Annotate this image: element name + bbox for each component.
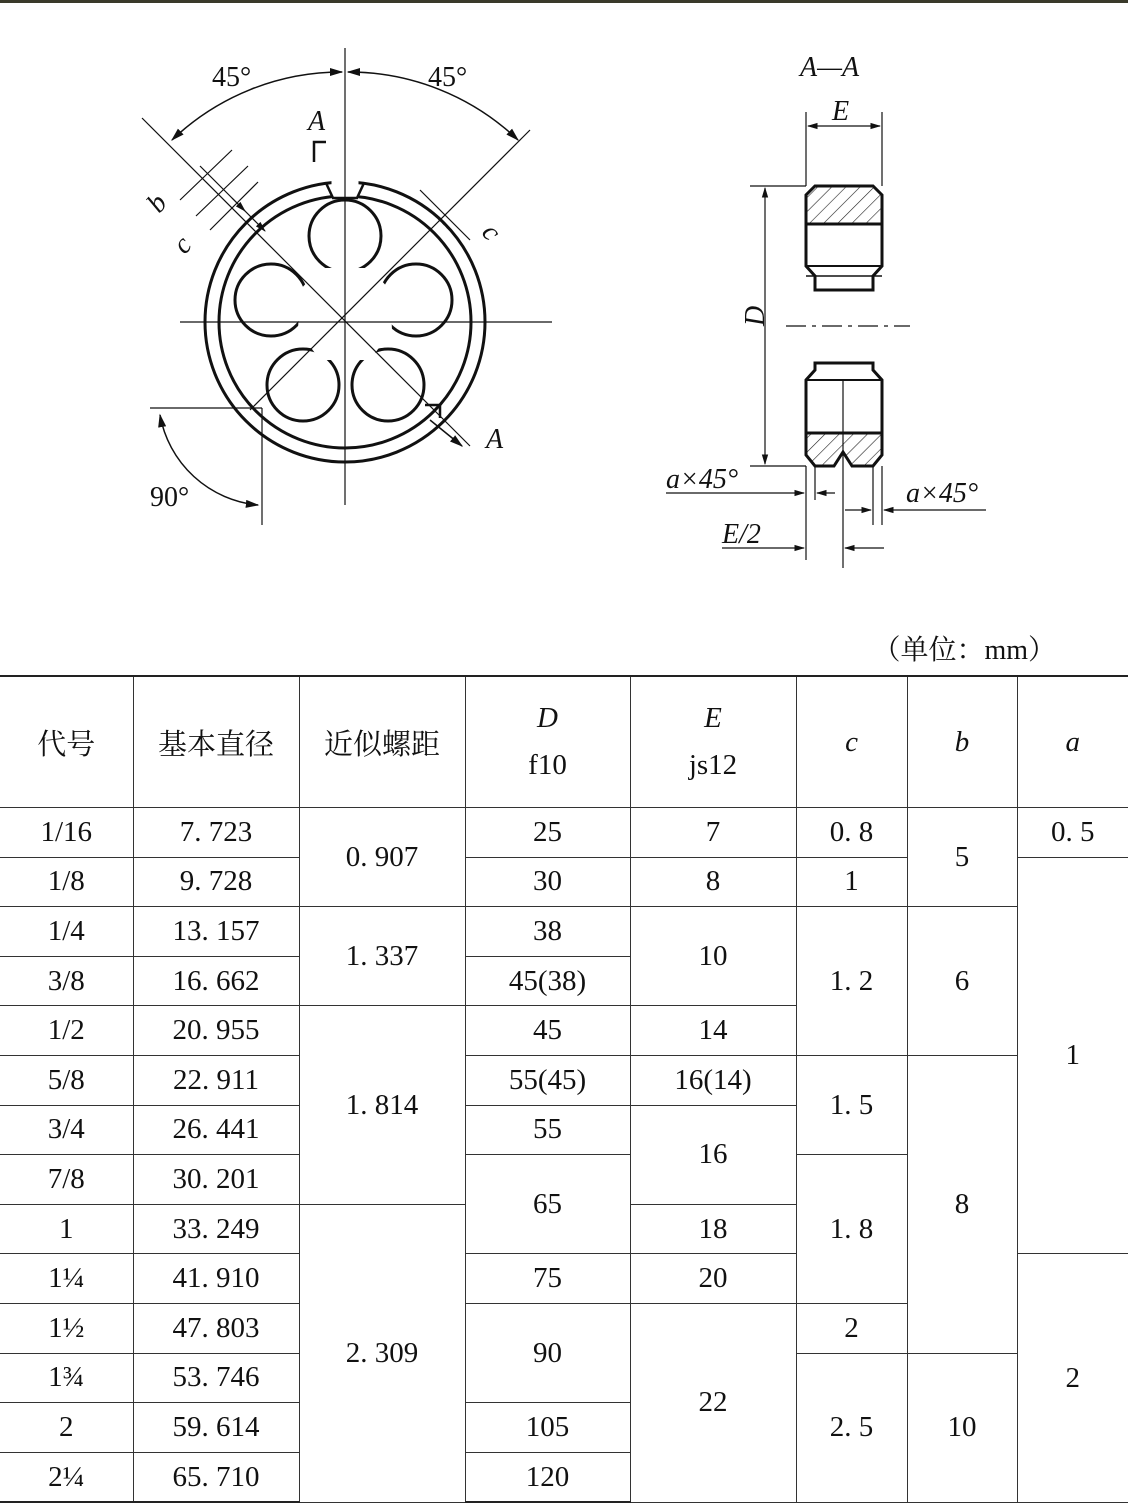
cell-E: 8	[630, 857, 796, 907]
section-title: A—A	[800, 52, 860, 83]
cell-code: 1¾	[0, 1353, 133, 1403]
header-D: D f10	[465, 676, 630, 808]
table-row	[0, 1055, 1128, 1105]
chamfer-label-left: a×45°	[666, 464, 739, 495]
chamfer-label-right: a×45°	[906, 478, 979, 509]
cell-D: 120	[465, 1452, 630, 1502]
angle-label-bottom: 90°	[150, 482, 190, 513]
dim-label-c-right: c	[475, 217, 508, 248]
cell-b: 10	[907, 1353, 1017, 1502]
dim-label-E: E	[832, 96, 850, 127]
cell-code: 1¼	[0, 1254, 133, 1304]
cell-diameter: 53. 746	[133, 1353, 299, 1403]
cell-code: 1/2	[0, 1006, 133, 1056]
die-spec-table	[0, 675, 1128, 1503]
cell-diameter: 9. 728	[133, 857, 299, 907]
cell-code: 1/8	[0, 857, 133, 907]
cell-E: 16	[630, 1105, 796, 1204]
cell-diameter: 16. 662	[133, 956, 299, 1006]
cell-c: 1. 8	[796, 1155, 907, 1304]
cell-code: 3/4	[0, 1105, 133, 1155]
header-code: 代号	[0, 676, 133, 808]
cell-D: 45(38)	[465, 956, 630, 1006]
cell-diameter: 59. 614	[133, 1403, 299, 1453]
cell-c: 2. 5	[796, 1353, 907, 1502]
cell-D: 45	[465, 1006, 630, 1056]
section-mark-bottom: A	[486, 424, 504, 455]
cell-diameter: 20. 955	[133, 1006, 299, 1056]
cell-D: 25	[465, 808, 630, 858]
cell-diameter: 33. 249	[133, 1204, 299, 1254]
cell-code: 1/16	[0, 808, 133, 858]
cell-code: 1½	[0, 1303, 133, 1353]
cell-D: 90	[465, 1303, 630, 1402]
header-row	[0, 676, 1128, 808]
cell-pitch: 1. 337	[299, 907, 465, 1006]
cell-c: 1	[796, 857, 907, 907]
cell-diameter: 41. 910	[133, 1254, 299, 1304]
cell-b: 5	[907, 808, 1017, 907]
cell-diameter: 30. 201	[133, 1155, 299, 1205]
cell-pitch: 1. 814	[299, 1006, 465, 1204]
cell-c: 0. 8	[796, 808, 907, 858]
technical-drawing	[0, 0, 1128, 600]
dim-label-E-half: E/2	[722, 519, 761, 550]
header-b: b	[907, 676, 1017, 808]
cell-code: 2	[0, 1403, 133, 1453]
table-row	[0, 907, 1128, 957]
cell-diameter: 47. 803	[133, 1303, 299, 1353]
dim-label-c-left: c	[166, 230, 199, 260]
cell-D: 65	[465, 1155, 630, 1254]
cell-a: 2	[1017, 1254, 1128, 1502]
header-c: c	[796, 676, 907, 808]
cell-E: 22	[630, 1303, 796, 1502]
cell-code: 5/8	[0, 1055, 133, 1105]
angle-label-left: 45°	[212, 62, 252, 93]
section-mark-top: A	[308, 106, 326, 137]
cell-code: 1	[0, 1204, 133, 1254]
cell-diameter: 13. 157	[133, 907, 299, 957]
cell-pitch: 2. 309	[299, 1204, 465, 1502]
cell-diameter: 7. 723	[133, 808, 299, 858]
unit-note: （单位：mm）	[872, 635, 1056, 666]
cell-E: 20	[630, 1254, 796, 1304]
cell-E: 18	[630, 1204, 796, 1254]
header-approx-pitch: 近似螺距	[299, 676, 465, 808]
cell-b: 6	[907, 907, 1017, 1056]
cell-pitch: 0. 907	[299, 808, 465, 907]
header-a: a	[1017, 676, 1128, 808]
dim-label-b: b	[140, 187, 174, 219]
table-row	[0, 808, 1128, 858]
cell-D: 105	[465, 1403, 630, 1453]
header-E: E js12	[630, 676, 796, 808]
cell-E: 16(14)	[630, 1055, 796, 1105]
cell-diameter: 65. 710	[133, 1452, 299, 1502]
cell-diameter: 22. 911	[133, 1055, 299, 1105]
cell-c: 2	[796, 1303, 907, 1353]
cell-a: 0. 5	[1017, 808, 1128, 858]
cell-b: 8	[907, 1055, 1017, 1353]
cell-diameter: 26. 441	[133, 1105, 299, 1155]
cell-c: 1. 5	[796, 1055, 907, 1154]
cell-D: 55	[465, 1105, 630, 1155]
cell-c: 1. 2	[796, 907, 907, 1056]
cell-a: 1	[1017, 857, 1128, 1254]
cell-E: 14	[630, 1006, 796, 1056]
cell-E: 10	[630, 907, 796, 1006]
cell-E: 7	[630, 808, 796, 858]
cell-D: 30	[465, 857, 630, 907]
cell-D: 75	[465, 1254, 630, 1304]
cell-code: 3/8	[0, 956, 133, 1006]
cell-D: 55(45)	[465, 1055, 630, 1105]
cell-code: 7/8	[0, 1155, 133, 1205]
cell-code: 1/4	[0, 907, 133, 957]
angle-label-right: 45°	[428, 62, 468, 93]
cell-D: 38	[465, 907, 630, 957]
cell-code: 2¼	[0, 1452, 133, 1502]
dim-label-D: D	[740, 305, 771, 326]
header-basic-diameter: 基本直径	[133, 676, 299, 808]
